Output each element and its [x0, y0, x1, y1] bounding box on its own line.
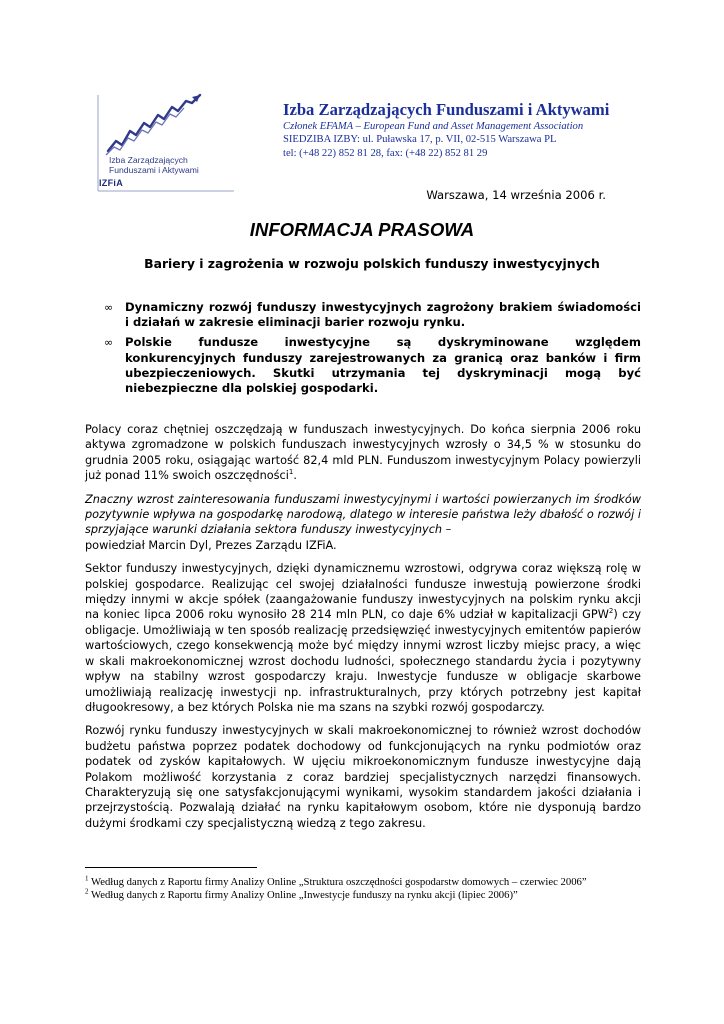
organization-name: Izba Zarządzających Funduszami i Aktywami [283, 100, 610, 119]
key-points-list [104, 300, 641, 401]
paragraph-text: ) czy obligacje. Umożliwiają w ten sposób realizację przedsięwzięć inwestycyjnych emitentów papierów wartościowych, czego konsekwencją może być między innymi wzrost liczby miejsc pracy, a więc w skali makroekonomicznej wzrost dochodu ludności, społecznego standardu życia i pozytywny wpływ na stabilny wzrost gospodarczy kraju. Inwestycje fundusze w obligacje skarbowe umożliwiają realizację inwestycji np. infrastrukturalnych, przy których potrzebny jest kapitał długookresowy, a bez których Polska nie ma szans na szybki rozwój gospodarczy. [85, 608, 641, 714]
footnote-text: Według danych z Raportu firmy Analizy Online „Inwestycje funduszy na rynku akcji (lipiec 2006)” [88, 888, 518, 901]
footnote-ref-2: 2 [608, 607, 614, 616]
paragraph-3 [85, 561, 641, 715]
quote-text: Znaczny wzrost zainteresowania funduszami inwestycyjnymi i wartości powierzanych im środków pozytywnie wpływa na gospodarkę narodową, dlatego w interesie państwa leży dbałość o rozwój i sprzyjające warunki działania sektora funduszy inwestycyjnych – [85, 492, 641, 537]
footnote-separator [85, 867, 257, 868]
membership-line: Członek EFAMA – European Fund and Asset Management Association [283, 121, 584, 132]
document-title: INFORMACJA PRASOWA [249, 219, 475, 240]
paragraph-4: Rozwój rynku funduszy inwestycyjnych w skali makroekonomicznej to również wzrost dochodów budżetu państwa poprzez podatek dochodowy od funkcjonujących na rynku podmiotów oraz podatek od zysków kapitałowych. W ujęciu mikroekonomicznym fundusze inwestycyjne dają Polakom możliwość korzystania z coraz bardziej specjalistycznych narzędzi finansowych. Charakteryzują się one satysfakcjonującymi wynikami, wysokim standardem jakości działania i przejrzystością. Pozwalają działać na rynku kapitałowym osobom, które nie dysponują bardzo dużymi środkami czy specjalistyczną wiedzą z tego zakresu. [85, 724, 641, 830]
logo-wordmark [109, 155, 199, 175]
quote-attribution: powiedział Marcin Dyl, Prezes Zarządu IZFiA. [85, 538, 337, 552]
paragraph-text: Sektor funduszy inwestycyjnych, dzięki dynamicznemu wzrostowi, odgrywa coraz większą rolę w polskiej gospodarce. Realizując cel swojej działalności fundusze inwestują powierzone środki między innymi w akcje spółek (zaangażowanie funduszy inwestycyjnych na polskim rynku akcji na koniec lipca 2006 roku wynosiło 28 214 mln PLN, co daje 6% udział w kapitalizacji GPW [85, 562, 641, 622]
izfia-logo [94, 93, 236, 193]
bullet-text: Polskie fundusze inwestycyjne są dyskryminowane względem konkurencyjnych funduszy zarejestrowanych za granicą oraz banków i firm ubezpieczeniowych. Skutki utrzymania tej dyskryminacji mogą być niebezpieczne dla polskiej gospodarki. [125, 335, 641, 396]
paragraph-2 [85, 492, 641, 554]
footnote-1 [85, 876, 641, 889]
logo-line-1: Izba Zarządzających [109, 155, 188, 165]
organization-header [283, 100, 683, 160]
list-item [104, 335, 641, 396]
footnote-text: Według danych z Raportu firmy Analizy Online „Struktura oszczędności gospodarstw domowych – czerwiec 2006” [88, 876, 587, 888]
infinity-bullet-icon: ∞ [104, 336, 114, 350]
logo-abbreviation: IZFiA [99, 178, 123, 188]
paragraph-text: Polacy coraz chętniej oszczędzają w funduszach inwestycyjnych. Do końca sierpnia 2006 roku aktywa zgromadzone w polskich funduszach inwestycyjnych wzrosły o 34,5 % w stosunku do grudnia 2005 roku, osiągając wartość 82,4 mld PLN. Funduszom inwestycyjnym Polacy powierzyli już ponad 11% swoich oszczędności [85, 423, 641, 483]
document-date: Warszawa, 14 września 2006 r. [426, 188, 606, 202]
footnote-ref-1: 1 [288, 468, 294, 477]
infinity-bullet-icon: ∞ [104, 301, 114, 314]
contact-line: tel: (+48 22) 852 81 28, fax: (+48 22) 852 81 29 [283, 147, 488, 159]
paragraph-end: . [293, 469, 297, 483]
body-text [85, 422, 641, 839]
bullet-text: Dynamiczny rozwój funduszy inwestycyjnych zagrożony brakiem świadomości i działań w zakresie eliminacji barier rozwoju rynku. [125, 300, 641, 330]
address-line: SIEDZIBA IZBY: ul. Puławska 17, p. VII, 02-515 Warszawa PL [283, 134, 557, 146]
footnote-number: 1 [85, 874, 89, 883]
logo-line-2: Funduszami i Aktywami [109, 165, 199, 175]
document-subtitle: Bariery i zagrożenia w rozwoju polskich funduszy inwestycyjnych [144, 256, 600, 271]
footnotes [85, 876, 641, 902]
paragraph-1 [85, 422, 641, 484]
footnote-number: 2 [85, 887, 89, 896]
footnote-2 [85, 889, 641, 902]
list-item [104, 300, 641, 330]
